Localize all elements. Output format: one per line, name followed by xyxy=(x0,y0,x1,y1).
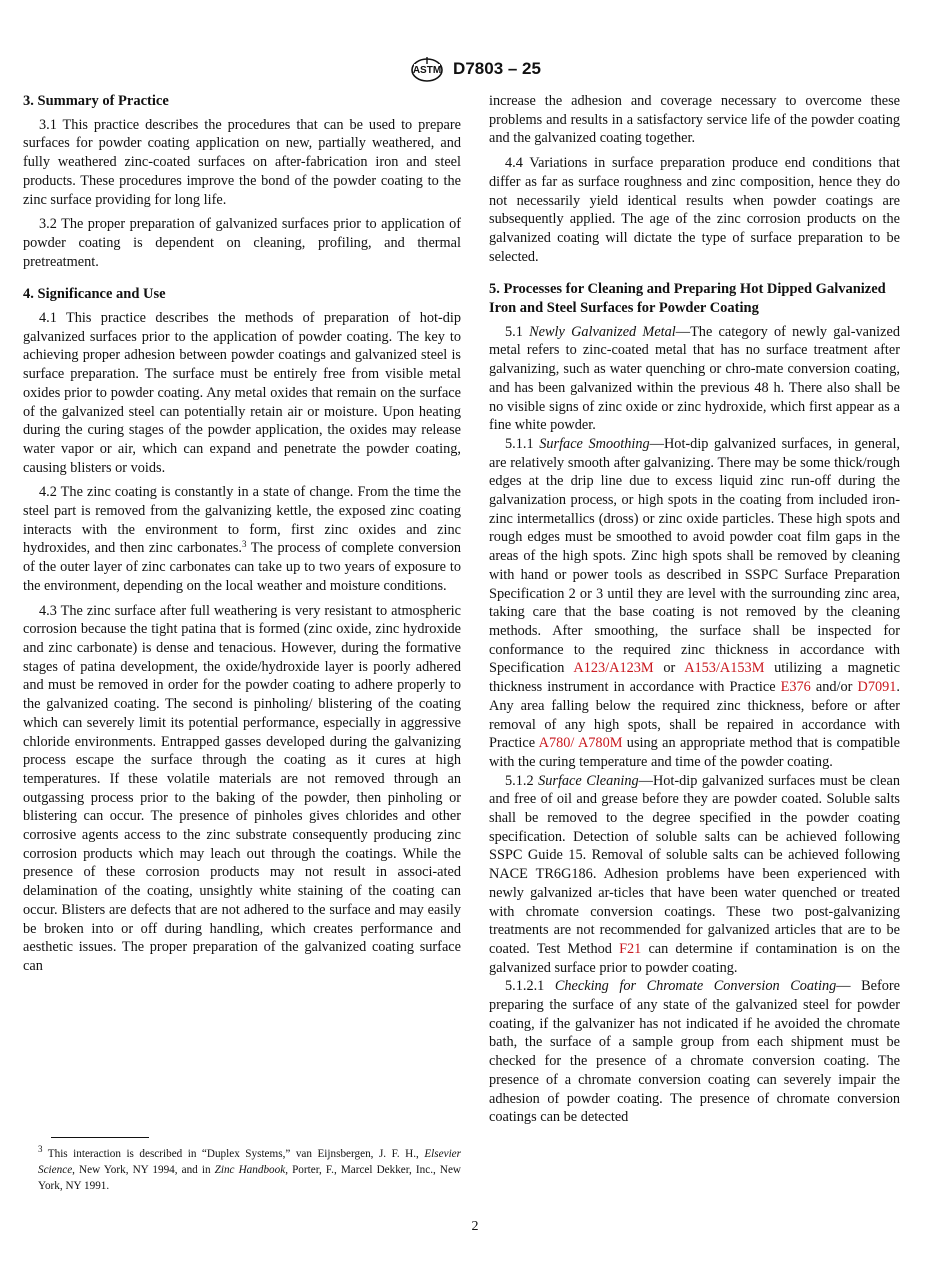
page-header xyxy=(0,56,950,84)
link-f21[interactable]: F21 xyxy=(619,940,642,957)
svg-text:ASTM: ASTM xyxy=(412,65,442,76)
para-4-4: 4.4 Variations in surface preparation produce end conditions that differ as far as surface roughness and zinc composition, hence they do not necessarily yield identical results when powder coatings are subsequently applied. The age of the zinc corrosion products on the galvanized coating will dictate the type of surface preparation to be selected. xyxy=(489,155,900,265)
para-5-1-1: 5.1.1 Surface Smoothing—Hot-dip galvanized surfaces, in general, are relatively smooth after galvanizing. There may be some thick/rough edges at the drip line due to excess liquid zinc run-off during the galvanization process, or high spots in the coating from included iron-zinc intermetallics (dross) or zinc oxide particles. These high spots and rough edges must be smoothed to avoid powder coat film gaps in the areas of the high spots. Zinc high spots shall be removed by cleaning with hand or power tools as described in SSPC Surface Preparation Specification 2 or 3 until they are level with the surrounding zinc area, taking care that the base coating is not removed by the cleaning methods. After smoothing, the surface shall be inspected for conformance to the required zinc thickness in accordance with Specification A123/A123M or A153/A153M utilizing a magnetic thickness instrument in accordance with Practice E376 and/or D7091. Any area falling below the required zinc thickness, before or after removal of any high spots, shall be repaired in accordance with Practice A780/ A780M using an appropriate method that is compatible with the curing temperature and time of the powder coating. xyxy=(489,435,900,770)
astm-logo-icon xyxy=(409,56,445,82)
link-e376[interactable]: E376 xyxy=(780,679,811,696)
para-4-2: 4.2 The zinc coating is constantly in a state of change. From the time the steel part is removed from the galvanizing kettle, the exposed zinc coating interacts with the environment to form, first zinc oxides and zinc hydroxides, and then zinc carbonates.$^3$ The process of complete conversion of the outer layer of zinc carbonates can take up to two years of exposure to the environment, depending on the local weather and moisture conditions. xyxy=(23,484,461,594)
footnote-3: $^3$ This interaction is described in “Duplex Systems,” van Eijnsbergen, J. F. H., Elsevier Science, New York, NY 1994, and in Zinc Handbook, Porter, F., Marcel Dekker, Inc., New York, NY 1991. xyxy=(38,1144,461,1192)
section-5-heading: 5. Processes for Cleaning and Preparing Hot Dipped Galvanized Iron and Steel Surfaces for Powder Coating xyxy=(489,281,886,317)
para-4-3-continued: increase the adhesion and coverage necessary to overcome these problems and results in a satisfactory service life of the powder coating and the galvanized coating together. xyxy=(489,93,900,147)
para-5-1-2: 5.1.2 Surface Cleaning—Hot-dip galvanized surfaces must be clean and free of oil and grease before they are powder coated. Soluble salts shall be removed to the degree specified in the powder coating specification. Detection of soluble salts can be achieved following SSPC Guide 15. Removal of soluble salts can be achieved following NACE TR6G186. Adhesion problems have been experienced with newly galvanized ar-ticles that have been water quenched or treated with chromate conversion coatings. These two post-galvanizing treatments are not recommended for galvanized articles that are to be coated. Test Method F21 can determine if contamination is on the galvanized surface prior to powder coating. xyxy=(489,772,901,976)
para-3-1: 3.1 This practice describes the procedures that can be used to prepare surfaces for powder coating application on new, partially weathered, and fully weathered zinc-coated surfaces on after-fabrication iron and steel products. These procedures improve the bond of the powder coating to the zinc surface providing for long life. xyxy=(23,116,461,208)
footnote-ref-3[interactable]: 3 xyxy=(241,539,247,550)
footnote-divider xyxy=(51,1137,149,1138)
link-a780[interactable]: A780/ A780M xyxy=(538,735,623,752)
para-4-3: 4.3 The zinc surface after full weathering is very resistant to atmospheric corrosion because the tight patina that is formed (zinc oxide, zinc hydroxide and zinc carbonate) is dense and tenacious. However, during the formative stages of patina development, the oxide/hydroxide layer is poorly adhered and must be removed in order for the powder coating to adhere properly to the galvanized coating. The second is pinholing/ blistering of the coating which can severely limit its potential performance, especially in aggressive chloride environments. Entrapped gasses developed during the galvanizing process escape the surface through the coating as it cures at high temperatures. If these volatile materials are not removed through an outgassing process prior to the baking of the powder, then pinholing or blistering can occur. The presence of pinholes gives chlorides and other corrosive agents access to the zinc substrate consequently producing zinc corrosion products which may leach out through the coatings. While the presence of these corrosion products may not result in associ-ated delamination of the coating, unsightly white staining of the coating can occur. Blisters are defects that are not adhered to the surface and may easily be broken into or off during handling, which creates performance and aesthetic issues. The proper preparation of the galvanized coating surface can xyxy=(23,602,461,974)
section-3-heading: 3. Summary of Practice xyxy=(23,93,169,109)
para-5-1-2-1: 5.1.2.1 Checking for Chromate Conversion Coating— Before preparing the surface of any state of the galvanized steel for powder coating, if the galvanizer has not indicated if he avoided the chromate bath, the surface of a sample group from each shipment must be checked for the presence of a chromate conversion coating. The presence of a chromate conversion coating can severely impair the adhesion of powder coating. The presence of chromate conversion coatings can be detected xyxy=(489,978,901,1126)
link-a153[interactable]: A153/A153M xyxy=(684,660,765,677)
link-d7091[interactable]: D7091 xyxy=(857,679,897,696)
link-a123[interactable]: A123/A123M xyxy=(573,660,654,677)
standard-designation: D7803 – 25 xyxy=(453,59,541,78)
para-4-1: 4.1 This practice describes the methods of preparation of hot-dip galvanized surfaces prior to the application of powder coating. The key to achieving proper adhesion between powder coatings and galvanized steel is surface preparation. The surface must be entirely free from visible metal oxides prior to powder coating. Any metal oxides that remain on the surface of the galvanized steel can potentially retain air or moisture. Upon heating during the curing stages of the powder application, the oxides may release water vapor or air, which can expand and penetrate the powder coating, causing blisters or voids. xyxy=(23,310,461,476)
para-3-2: 3.2 The proper preparation of galvanized surfaces prior to application of powder coating is dependent on cleaning, profiling, and thermal pretreatment. xyxy=(23,216,461,270)
right-column xyxy=(489,92,900,1127)
page-number: 2 xyxy=(471,1219,479,1234)
left-column xyxy=(23,92,461,976)
section-4-heading: 4. Significance and Use xyxy=(23,286,166,303)
para-5-1: 5.1 Newly Galvanized Metal—The category of newly gal-vanized metal refers to zinc-coated metal that has no surface treatment after galvanizing, such as water quenching or chro-mate conversion coating, and has been galvanized within the previous 48 h. There also shall be no visible signs of zinc oxide or zinc hydroxide, which first appear as a fine white powder. xyxy=(489,323,900,434)
